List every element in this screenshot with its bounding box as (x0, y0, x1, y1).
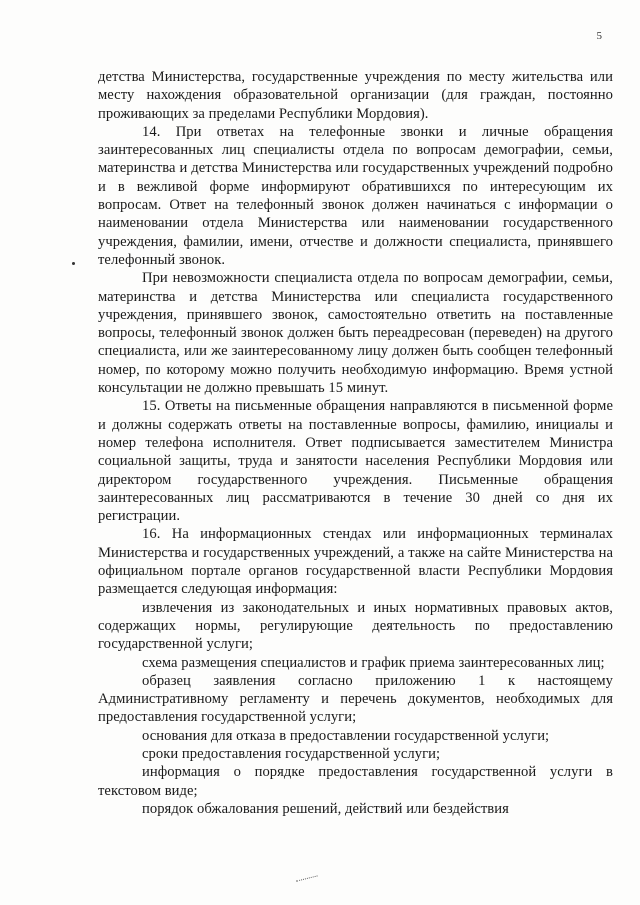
paragraph-16: 16. На информационных стендах или информационных терминалах Министерства и государственных учреждений, а также на сайте Министерства на официальном портале органов государственной власти Республики Мордовия размещается следующая информация: (98, 526, 613, 598)
list-item-schedule: схема размещения специалистов и график приема заинтересованных лиц; (142, 654, 605, 671)
paragraph-14-continued: При невозможности специалиста отдела по вопросам демографии, семьи, материнства и детства Министерства или специалиста государственного учреждения, принявшего звонок, самостоятельно ответить на поставленные вопросы, телефонный звонок должен быть переадресован (переведен) на другого специалиста, или же заинтересованному лицу должен быть сообщен телефонный номер, по которому можно получить необходимую информацию. Время устной консультации не должно превышать 15 минут. (98, 270, 613, 397)
paragraph-14: 14. При ответах на телефонные звонки и личные обращения заинтересованных лиц специалисты отдела по вопросам демографии, семьи, материнства и детства Министерства или государственных учреждений подробно и в вежливой форме информируют обратившихся по интересующим их вопросам. Ответ на телефонный звонок должен начинаться с информации о наименовании отдела Министерства или наименовании государственного учреждения, фамилии, имени, отчестве и должности специалиста, принявшего телефонный звонок. (98, 123, 613, 268)
list-item-application-sample: образец заявления согласно приложению 1 к настоящему Административному регламенту и перечень документов, необходимых для предоставления государственной услуги; (98, 672, 613, 726)
list-item-deadlines: сроки предоставления государственной услуги; (142, 745, 441, 762)
list-item-appeal-procedure: порядок обжалования решений, действий или бездействия (142, 800, 509, 817)
list-item-procedure-info: информация о порядке предоставления государственной услуги в текстовом виде; (98, 764, 613, 799)
paragraph-continuation: детства Министерства, государственные учреждения по месту жительства или месту нахождения образовательной организации (для граждан, постоянно проживающих за пределами Республики Мордовия). (98, 69, 613, 122)
scan-speck (296, 875, 318, 882)
page-number: 5 (596, 30, 602, 42)
document-body (98, 68, 613, 818)
scan-speck (72, 262, 75, 265)
paragraph-15: 15. Ответы на письменные обращения направляются в письменной форме и должны содержать ответы на поставленные вопросы, фамилию, инициалы и номер телефона исполнителя. Ответ подписывается заместителем Министра социальной защиты, труда и занятости населения Республики Мордовия или директором государственного учреждения. Письменные обращения заинтересованных лиц рассматриваются в течение 30 дней со дня их регистрации. (98, 398, 613, 525)
list-item-refusal-grounds: основания для отказа в предоставлении государственной услуги; (142, 727, 550, 744)
list-item-legal-extracts: извлечения из законодательных и иных нормативных правовых актов, содержащих нормы, регулирующие деятельность по предоставлению государственной услуги; (98, 599, 613, 653)
